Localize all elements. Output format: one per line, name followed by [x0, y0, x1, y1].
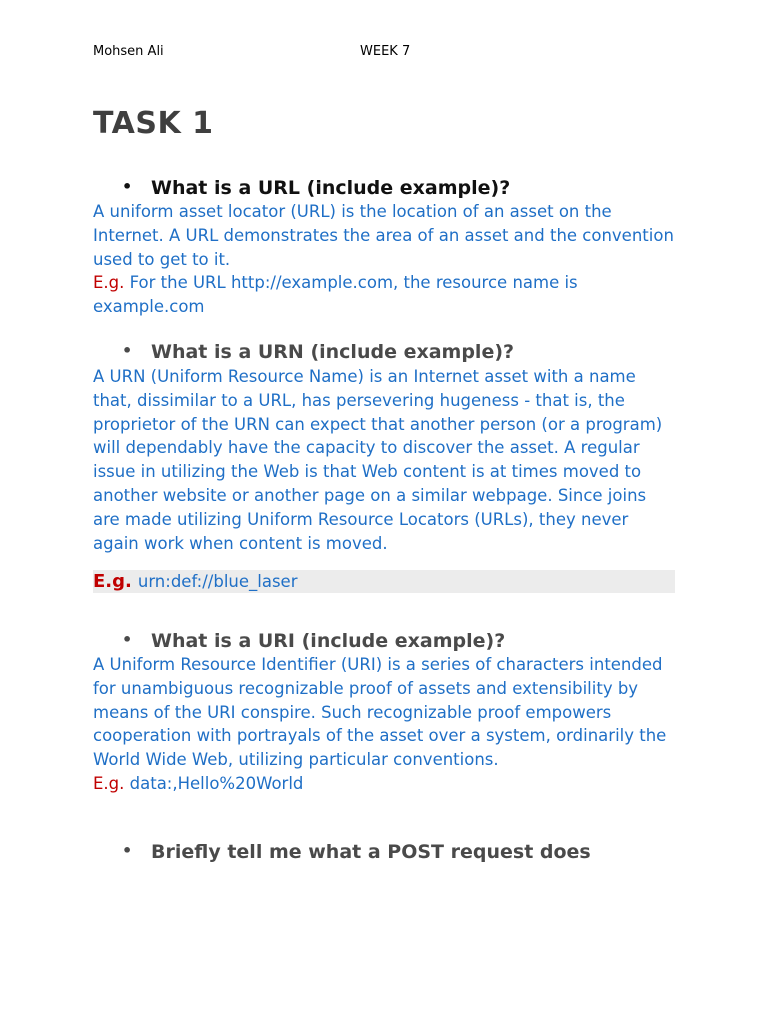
example-text: data:,Hello%20World [124, 773, 304, 793]
bullet-icon: • [122, 341, 133, 360]
answer-text: A Uniform Resource Identifier (URI) is a series of characters intended for unambiguous recognizable proof of assets and extensibility by means of the URI conspire. Such recognizable proof empowers cooperation with portrayals of the asset over a system, ordinarily the World Wide Web, utilizing particular conventions. [93, 655, 667, 770]
week-label: WEEK 7 [360, 44, 411, 59]
page-header [93, 44, 675, 62]
example-highlight-box [93, 570, 675, 593]
answer-text: A URN (Uniform Resource Name) is an Internet asset with a name that, dissimilar to a URL, has persevering hugeness - that is, the proprietor of the URN can expect that another person (or a program) will dependably have the capacity to discover the asset. A regular issue in utilizing the Web is that Web content is at times moved to another website or another page on a similar webpage. Since joins are made utilizing Uniform Resource Locators (URLs), they never again work when content is moved. [93, 367, 663, 553]
question-uri [118, 630, 505, 652]
answer-urn [93, 365, 675, 555]
example-text: urn:def://blue_laser [137, 572, 298, 591]
question-urn [118, 341, 514, 363]
author-name: Mohsen Ali [93, 44, 164, 59]
example-label: E.g. [93, 571, 132, 592]
question-text: What is a URI (include example)? [151, 630, 506, 652]
question-url [118, 177, 510, 199]
question-text: Briefly tell me what a POST request does [151, 841, 591, 863]
example-label: E.g. [93, 773, 125, 793]
bullet-icon: • [122, 841, 133, 860]
bullet-icon: • [122, 630, 133, 649]
task-title: TASK 1 [93, 106, 214, 141]
answer-uri [93, 653, 675, 796]
question-post [118, 841, 591, 863]
example-label: E.g. [93, 273, 125, 293]
answer-url [93, 200, 675, 319]
answer-text: A uniform asset locator (URL) is the location of an asset on the Internet. A URL demonstrates the area of an asset and the convention used to get to it. [93, 202, 674, 269]
question-text: What is a URL (include example)? [151, 177, 511, 199]
question-text: What is a URN (include example)? [151, 341, 515, 363]
bullet-icon: • [122, 177, 133, 196]
example-text: For the URL http://example.com, the resource name is example.com [93, 273, 578, 317]
